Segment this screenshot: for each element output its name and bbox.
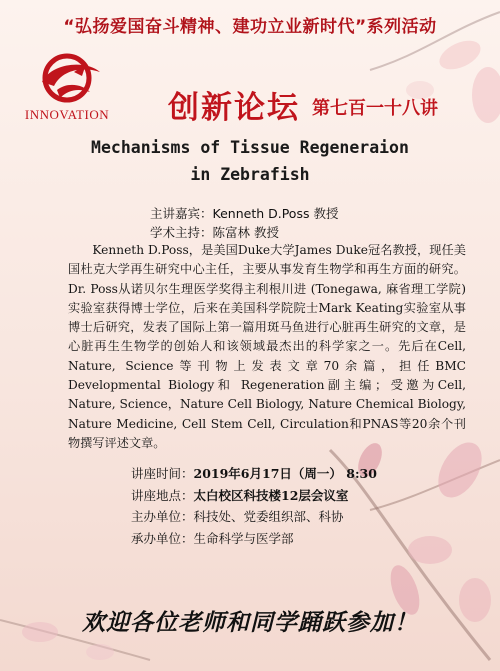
organizer-row xyxy=(131,506,377,528)
undertaker-label: 承办单位： xyxy=(131,530,194,546)
lecture-time-value: 2019年6月17日（周一） 8:30 xyxy=(193,466,377,481)
talk-title xyxy=(40,134,460,188)
logo-wordmark: INNOVATION xyxy=(24,107,110,122)
lecture-place-label: 讲座地点： xyxy=(131,487,194,503)
speaker-line xyxy=(150,204,338,222)
speaker-biography xyxy=(68,241,466,453)
host-label: 学术主持： xyxy=(150,225,213,240)
host-line xyxy=(150,223,279,241)
forum-title: 创新论坛 xyxy=(168,90,300,126)
welcome-message: 欢迎各位老师和同学踊跃参加！ xyxy=(82,610,418,636)
host-role: 教授 xyxy=(254,225,280,240)
talk-title-line-2: in Zebrafish xyxy=(190,165,310,184)
series-header: “弘扬爱国奋斗精神、建功立业新时代”系列活动 xyxy=(63,17,437,37)
talk-title-line-1: Mechanisms of Tissue Regeneraion xyxy=(91,138,409,157)
speaker-label: 主讲嘉宾： xyxy=(150,206,213,221)
undertaker-row xyxy=(131,528,377,550)
speaker-name: Kenneth D.Poss xyxy=(212,206,310,221)
speaker-role: 教授 xyxy=(313,206,339,221)
lecture-time-label: 讲座时间： xyxy=(131,466,194,481)
forum-issue-number: 第七百一十八讲 xyxy=(312,98,438,119)
lecture-info xyxy=(131,463,377,549)
organizer-label: 主办单位： xyxy=(131,509,194,524)
lecture-place-value: 太白校区科技楼12层会议室 xyxy=(193,487,349,503)
host-name: 陈富林 xyxy=(212,225,251,240)
lecture-time-row xyxy=(131,463,377,485)
bio-paragraph: Kenneth D.Poss，是美国Duke大学James Duke冠名教授，现任美国杜克大学再生研究中心主任，主要从事发育生物学和再生方面的研究。 Dr. Poss从诺贝尔生理医学奖得主利根川进 (Tonegawa, 麻省理工学院) 实验室获得博士学位，后来在美国科学院院士Mark Keating实验室从事博士后研究，发表了国际上第一篇用斑马鱼进行心脏再生研究的文章，是心脏再生生物学的创始人和该领域最杰出的科学家之一。先后在Cell, Nature, Science等刊物上发表文章70余篇，担任BMC Developmental Biology和 Regeneration副主编；受邀为Cell, Nature, Science，Nature Cell Biology, Nature Chemical Biology, Nature Medicine, Cell Stem Cell, Circulation和PNAS等20余个刊物撰写评述文章。 xyxy=(68,243,466,450)
lecture-place-row xyxy=(131,485,377,507)
undertaker-value: 生命科学与医学部 xyxy=(193,530,294,546)
organizer-value: 科技处、党委组织部、科协 xyxy=(193,509,344,524)
